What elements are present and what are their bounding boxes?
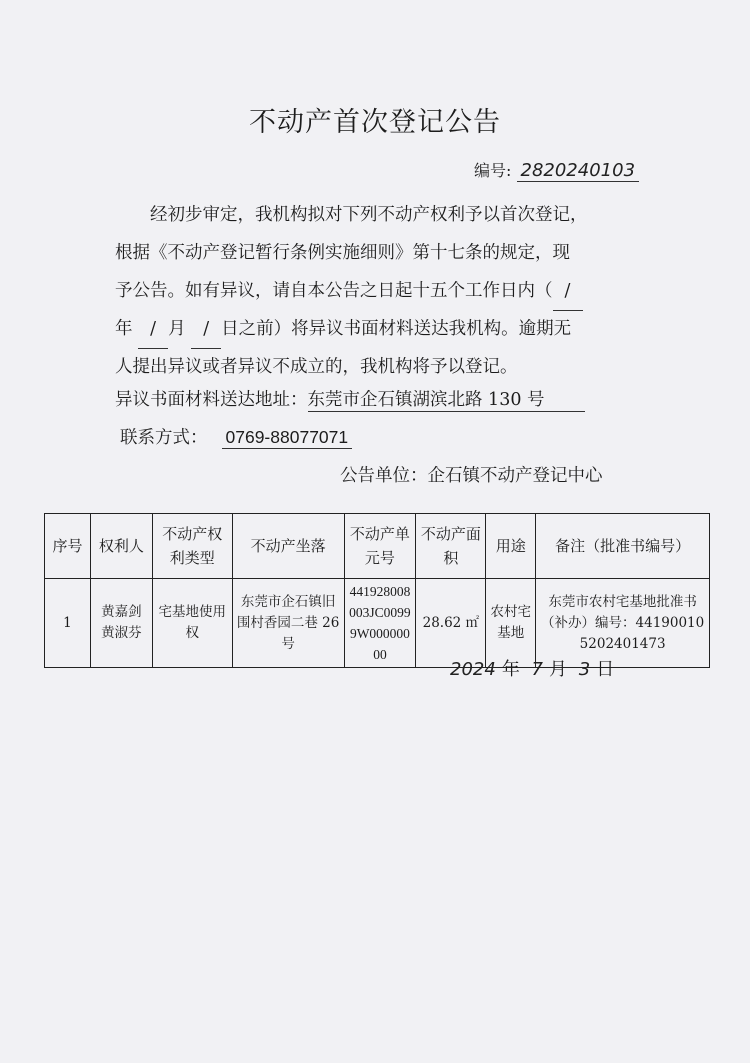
table-header-row [45,514,710,579]
holder-name: 黄淑芬 [101,625,142,641]
date-day: 3 [578,659,591,680]
notice-body [115,196,655,386]
cell-area: 28.62 ㎡ [416,579,486,668]
cell-index: 1 [45,579,91,668]
serial-label: 编号: [474,161,512,180]
body-line-text: 予公告。如有异议，请自本公告之日起十五个工作日内（ [115,281,553,301]
body-line-text: 日之前）将异议书面材料送达我机构。逾期无 [221,319,572,339]
body-line: 根据《不动产登记暂行条例实施细则》第十七条的规定，现 [115,243,570,263]
month-label: 月 [549,659,567,680]
cell-remark: 东莞市农村宅基地批准书（补办）编号：441900105202401473 [536,579,710,668]
header-area: 不动产面积 [416,514,486,579]
contact-value: 0769-88077071 [222,427,353,449]
contact-label: 联系方式： [120,428,208,448]
serial-handwritten: 2820240103 [517,160,640,182]
cell-holder [90,579,152,668]
holder-name: 黄嘉剑 [101,604,142,620]
day-label: 日 [596,659,615,680]
cell-usage: 农村宅基地 [486,579,536,668]
contact-line [120,424,352,449]
cell-right-type: 宅基地使用权 [152,579,232,668]
date-year: 2024 [450,659,496,680]
year-label: 年 [501,659,520,680]
header-usage: 用途 [486,514,536,579]
body-line: 经初步审定，我机构拟对下列不动产权利予以首次登记， [150,205,588,225]
address-label: 异议书面材料送达地址： [115,390,308,410]
header-right-type: 不动产权利类型 [152,514,232,579]
property-table [44,513,710,668]
body-line: 人提出异议或者异议不成立的，我机构将予以登记。 [115,357,518,377]
address-value: 东莞市企石镇湖滨北路 130 号 [308,386,585,412]
blank-day-field: / [191,310,221,349]
year-label: 年 [115,319,133,339]
blank-month-field: / [138,310,168,349]
header-location: 不动产坐落 [232,514,344,579]
cell-location: 东莞市企石镇旧围村香园二巷 26 号 [232,579,344,668]
page-title: 不动产首次登记公告 [249,107,501,138]
header-remark: 备注（批准书编号） [536,514,710,579]
month-label: 月 [168,319,186,339]
notice-date [444,655,614,681]
issuer: 公告单位：企石镇不动产登记中心 [340,466,603,486]
blank-month-field: / [553,272,583,311]
header-holder: 权利人 [90,514,152,579]
date-month: 7 [531,659,543,680]
header-unit-no: 不动产单元号 [344,514,416,579]
body-line [115,272,655,310]
serial-number [474,158,639,182]
body-line [115,310,655,348]
cell-unit-no: 441928008003JC00999W00000000 [344,579,416,668]
header-index: 序号 [45,514,91,579]
address-line [115,386,585,412]
